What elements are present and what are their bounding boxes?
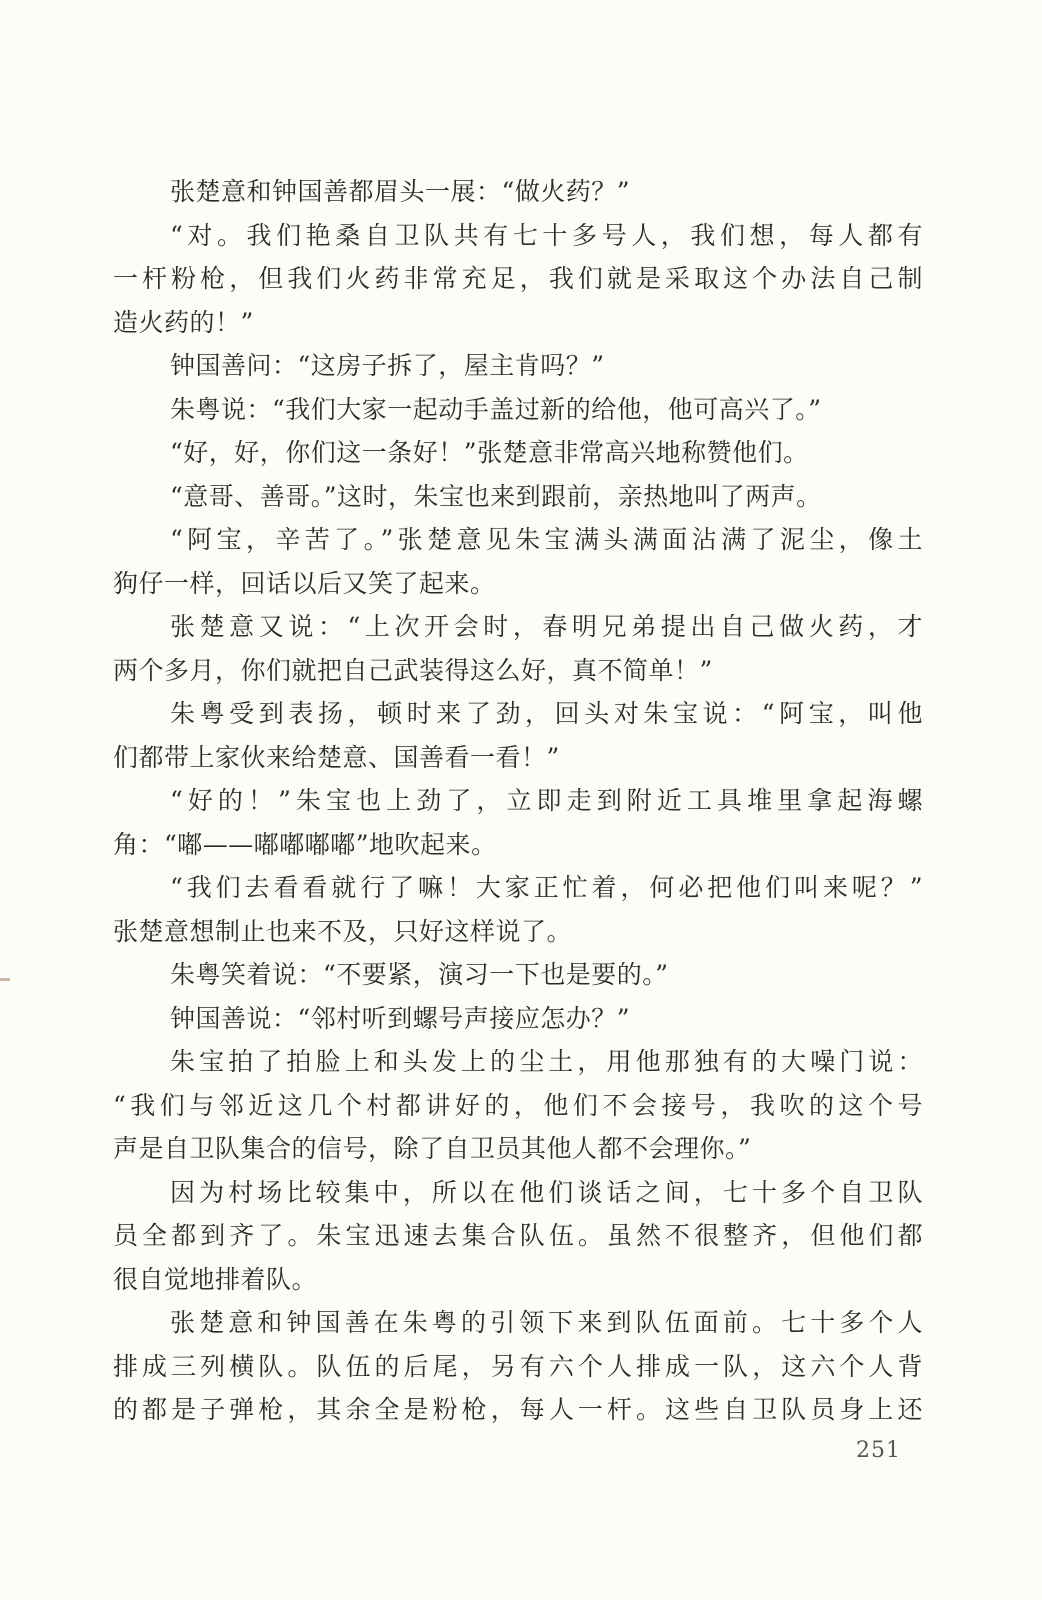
body-text <box>113 170 923 1432</box>
text-line: 的都是子弹枪，其余全是粉枪，每人一杆。这些自卫队员身上还 <box>113 1395 923 1424</box>
text-line: 张楚意想制止也来不及，只好这样说了。 <box>113 916 573 946</box>
text-line: 造火药的！” <box>113 307 254 337</box>
text-line: 们都带上家伙来给楚意、国善看一看！” <box>113 742 560 772</box>
text-line: 张楚意和钟国善在朱粤的引领下来到队伍面前。七十多个人 <box>170 1308 923 1337</box>
text-line: 狗仔一样，回话以后又笑了起来。 <box>113 568 496 598</box>
text-line: “意哥、善哥。”这时，朱宝也来到跟前，亲热地叫了两声。 <box>170 481 822 511</box>
scan-edge-mark <box>0 978 10 981</box>
text-line: 声是自卫队集合的信号，除了自卫员其他人都不会理你。” <box>113 1134 752 1163</box>
text-line: 朱粤受到表扬，顿时来了劲，回头对朱宝说：“阿宝，叫他 <box>170 699 923 728</box>
text-line: 因为村场比较集中，所以在他们谈话之间，七十多个自卫队 <box>170 1177 923 1207</box>
text-line: “好的！”朱宝也上劲了，立即走到附近工具堆里拿起海螺 <box>170 786 923 815</box>
page-number: 251 <box>856 1438 901 1463</box>
text-line: 朱粤说：“我们大家一起动手盖过新的给他，他可高兴了。” <box>170 394 822 424</box>
text-line: 朱宝拍了拍脸上和头发上的尘土，用他那独有的大噪门说： <box>170 1047 923 1076</box>
text-line: “我们去看看就行了嘛！大家正忙着，何必把他们叫来呢？” <box>170 873 923 902</box>
text-line: “对。我们艳桑自卫队共有七十多号人，我们想，每人都有 <box>170 220 923 250</box>
text-line: 张楚意又说：“上次开会时，春明兄弟提出自己做火药，才 <box>170 612 923 641</box>
text-line: “好，好，你们这一条好！”张楚意非常高兴地称赞他们。 <box>170 438 809 467</box>
text-line: 两个多月，你们就把自己武装得这么好，真不简单！” <box>113 655 713 685</box>
text-line: 朱粤笑着说：“不要紧，演习一下也是要的。” <box>170 960 669 989</box>
text-line: “阿宝，辛苦了。”张楚意见朱宝满头满面沾满了泥尘，像土 <box>170 525 923 554</box>
text-line: 一杆粉枪，但我们火药非常充足，我们就是采取这个办法自己制 <box>113 264 923 293</box>
text-line: 员全都到齐了。朱宝迅速去集合队伍。虽然不很整齐，但他们都 <box>113 1221 923 1250</box>
text-line: 张楚意和钟国善都眉头一展：“做火药？” <box>170 177 631 206</box>
text-line: 角：“嘟——嘟嘟嘟嘟”地吹起来。 <box>113 829 497 859</box>
text-line: 钟国善说：“邻村听到螺号声接应怎办？” <box>170 1003 631 1033</box>
text-line: 排成三列横队。队伍的后尾，另有六个人排成一队，这六个人背 <box>113 1351 923 1381</box>
text-line: 很自觉地排着队。 <box>113 1264 318 1294</box>
text-line: “我们与邻近这几个村都讲好的，他们不会接号，我吹的这个号 <box>113 1090 923 1120</box>
text-line: 钟国善问：“这房子拆了，屋主肯吗？” <box>170 351 605 380</box>
